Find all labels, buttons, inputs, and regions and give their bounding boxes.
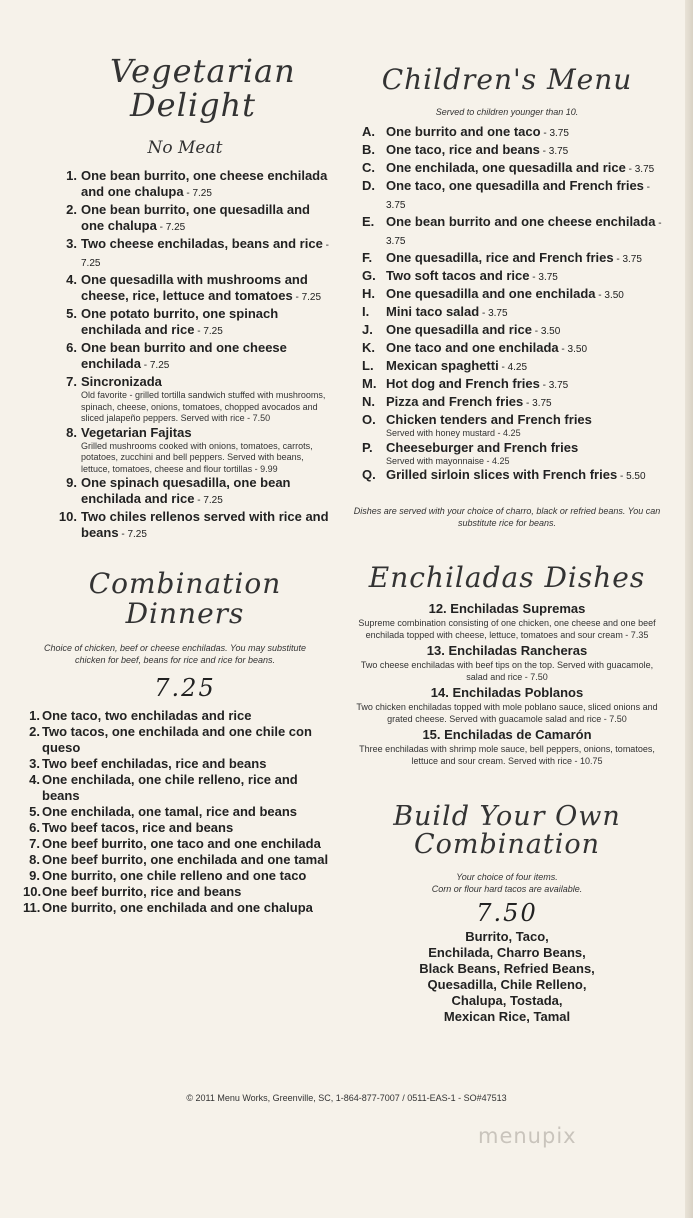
children-title: Children's Menu <box>381 63 633 96</box>
item-number: E. <box>362 214 375 230</box>
list-item <box>23 708 330 724</box>
item-price: 7.25 <box>203 495 223 507</box>
item-price: 7.25 <box>203 326 223 338</box>
item-price: 3.75 <box>386 200 406 212</box>
build-food-line: Chalupa, Tostada, <box>451 993 563 1009</box>
list-item <box>40 272 330 306</box>
price-separator: - <box>540 128 550 140</box>
item-price: 4.25 <box>507 362 528 374</box>
item-number: 8. <box>66 424 77 440</box>
item-name: Two chiles rellenos served with rice and beans <box>81 509 329 541</box>
price-separator: - <box>322 240 329 252</box>
enchilada-description: Two chicken enchiladas topped with mole poblano sauce, sliced onions and grated cheese. Served with guacamole salad and rice - 7.50 <box>356 701 658 724</box>
enchilada-name: 12. Enchiladas Supremas <box>428 600 586 616</box>
item-number: 9. <box>29 867 40 883</box>
page-edge <box>685 0 693 1218</box>
list-item <box>40 425 330 476</box>
enchilada-description: Supreme combination consisting of one chicken, one cheese and one beef enchilada topped with cheese, lettuce, tomatoes and sour cream - 7.35 <box>358 617 656 640</box>
enchilada-item <box>352 643 662 683</box>
item-number: 5. <box>29 803 40 819</box>
price-separator: - <box>118 529 128 541</box>
vegetarian-subtitle: No Meat <box>147 138 223 159</box>
item-number: D. <box>362 178 375 194</box>
item-name: One quesadilla and rice <box>386 322 532 338</box>
item-name: One spinach quesadilla, one bean enchilada and rice <box>81 475 291 507</box>
list-item <box>362 304 662 322</box>
item-description: Old favorite - grilled tortilla sandwich stuffed with mushrooms, spinach, cheese, onions, tomatoes, chopped avocados and sliced jalapeño peppers. Served with rice - 7.50 <box>81 390 326 424</box>
item-name: One bean burrito, one cheese enchilada and one chalupa <box>81 168 328 200</box>
list-item <box>40 509 330 543</box>
item-number: 1. <box>29 707 40 723</box>
item-number: 11. <box>23 899 41 915</box>
item-name: One bean burrito and one cheese enchilada <box>386 214 656 230</box>
combination-price: 7.25 <box>154 673 216 702</box>
item-number: 10. <box>23 883 42 899</box>
combination-note: Choice of chicken, beef or cheese enchiladas. You may substitute chicken for beef, beans for rice and rice for beans. <box>44 642 306 665</box>
list-item <box>40 202 330 236</box>
children-note: Served to children younger than 10. <box>435 107 579 118</box>
list-item <box>362 358 662 376</box>
enchilada-description: Three enchiladas with shrimp mole sauce, bell peppers, onions, tomatoes, lettuce and sour cream. Served with rice - 10.75 <box>359 743 655 766</box>
build-food-line: Burrito, Taco, <box>465 929 549 945</box>
vegetarian-title-line1: Vegetarian <box>110 52 296 90</box>
item-number: 4. <box>29 771 40 787</box>
item-name: Sincronizada <box>81 374 162 390</box>
item-number: 10. <box>58 509 77 525</box>
left-column <box>23 52 330 916</box>
item-name: Two soft tacos and rice <box>386 268 530 284</box>
item-number: H. <box>362 286 375 302</box>
enchiladas-list <box>352 601 662 767</box>
enchilada-item <box>352 601 662 641</box>
build-foods <box>352 929 662 1025</box>
item-description: Served with honey mustard - 4.25 <box>386 428 521 439</box>
item-name: Chicken tenders and French fries <box>386 412 592 428</box>
list-item <box>362 376 662 394</box>
list-item <box>40 168 330 202</box>
item-price: 7.25 <box>192 188 212 200</box>
item-price: 3.75 <box>548 380 569 392</box>
enchilada-description: Two cheese enchiladas with beef tips on the top. Served with guacamole, salad and rice - 7.50 <box>360 659 654 682</box>
item-number: 4. <box>66 272 77 288</box>
enchilada-name: 14. Enchiladas Poblanos <box>430 684 584 700</box>
watermark-logo: menupix <box>478 1124 577 1148</box>
item-description: Served with mayonnaise - 4.25 <box>386 455 510 466</box>
list-item <box>362 412 662 440</box>
item-number: G. <box>362 268 376 284</box>
enchilada-name: 13. Enchiladas Rancheras <box>426 642 588 658</box>
item-number: J. <box>362 322 373 338</box>
list-item <box>23 884 330 900</box>
item-number: 7. <box>66 374 77 390</box>
children-list <box>362 124 662 485</box>
item-price: 7.25 <box>149 360 170 372</box>
build-food-line: Black Beans, Refried Beans, <box>419 961 595 977</box>
list-item <box>40 374 330 425</box>
list-item <box>362 142 662 160</box>
price-separator: - <box>523 398 533 410</box>
list-item <box>23 724 330 756</box>
item-price: 3.75 <box>549 128 569 140</box>
build-food-line: Quesadilla, Chile Relleno, <box>427 977 587 993</box>
price-separator: - <box>539 380 549 392</box>
item-number: Q. <box>362 467 376 483</box>
item-name: One enchilada, one chile relleno, rice and beans <box>42 771 298 803</box>
item-number: 2. <box>66 202 77 218</box>
item-number: 9. <box>66 475 77 491</box>
item-name: One beef burrito, one taco and one enchilada <box>42 835 321 851</box>
item-price: 3.50 <box>540 326 561 338</box>
item-number: L. <box>362 358 374 374</box>
price-separator: - <box>194 326 204 338</box>
price-separator: - <box>595 290 605 302</box>
build-food-line: Mexican Rice, Tamal <box>443 1009 571 1025</box>
list-item <box>23 772 330 804</box>
price-separator: - <box>625 164 635 176</box>
item-description: Grilled mushrooms cooked with onions, tomatoes, carrots, potatoes, zucchini and bell peppers. Served with beans, lettuce, tomatoes, cheese and flour tortillas - 9.99 <box>81 440 313 474</box>
list-item <box>362 250 662 268</box>
item-name: One taco, two enchiladas and rice <box>42 707 252 723</box>
price-separator: - <box>140 360 150 372</box>
enchilada-item <box>352 685 662 725</box>
item-name: Hot dog and French fries <box>386 376 540 392</box>
item-number: 3. <box>66 236 77 252</box>
price-separator: - <box>531 326 541 338</box>
item-name: Cheeseburger and French fries <box>386 439 579 455</box>
item-price: 7.25 <box>81 258 101 270</box>
item-name: Grilled sirloin slices with French fries <box>386 467 618 483</box>
build-title-line1: Build Your Own <box>393 800 621 832</box>
item-name: One enchilada, one tamal, rice and beans <box>42 803 298 819</box>
price-separator: - <box>643 182 651 194</box>
list-item <box>362 286 662 304</box>
list-item <box>362 322 662 340</box>
item-price: 7.25 <box>165 222 186 234</box>
item-name: Two beef enchiladas, rice and beans <box>42 755 267 771</box>
item-number: 6. <box>66 340 77 356</box>
item-number: 1. <box>66 168 77 184</box>
item-name: Pizza and French fries <box>386 394 524 410</box>
item-name: One beef burrito, one enchilada and one tamal <box>42 851 329 867</box>
price-separator: - <box>617 471 627 483</box>
list-item <box>23 756 330 772</box>
item-price: 3.75 <box>488 308 508 320</box>
build-title-line2: Combination <box>413 829 601 861</box>
list-item <box>23 820 330 836</box>
price-separator: - <box>558 344 568 356</box>
list-item <box>23 900 330 916</box>
list-item <box>23 868 330 884</box>
price-separator: - <box>183 188 193 200</box>
vegetarian-title <box>50 52 330 124</box>
item-name: One burrito and one taco <box>386 124 541 140</box>
item-name: One quesadilla and one enchilada <box>386 286 596 302</box>
list-item <box>362 268 662 286</box>
price-separator: - <box>539 146 549 158</box>
build-price: 7.50 <box>476 899 538 928</box>
build-note-2: Corn or flour hard tacos are available. <box>431 884 583 895</box>
item-name: One quesadilla with mushrooms and cheese, rice, lettuce and tomatoes <box>81 272 308 304</box>
item-number: M. <box>362 376 377 392</box>
price-separator: - <box>156 222 166 234</box>
item-name: One quesadilla, rice and French fries <box>386 250 614 266</box>
item-number: I. <box>362 304 370 320</box>
list-item <box>40 475 330 509</box>
item-number: 8. <box>29 851 40 867</box>
combination-title-line1: Combination <box>88 567 282 601</box>
item-name: One bean burrito, one quesadilla and one chalupa <box>81 202 310 234</box>
list-item <box>362 178 662 214</box>
list-item <box>40 340 330 374</box>
item-name: Two tacos, one enchilada and one chile con queso <box>42 723 312 755</box>
item-number: 2. <box>29 723 40 739</box>
price-separator: - <box>498 362 508 374</box>
item-name: One potato burrito, one spinach enchilada and rice <box>81 306 279 338</box>
item-name: Mini taco salad <box>386 304 480 320</box>
price-separator: - <box>479 308 489 320</box>
children-footnote: Dishes are served with your choice of charro, black or refried beans. You can substitute rice for beans. <box>353 506 661 529</box>
list-item <box>362 340 662 358</box>
item-name: One enchilada, one quesadilla and rice <box>386 160 626 176</box>
item-price: 3.50 <box>567 344 588 356</box>
list-item <box>362 160 662 178</box>
build-title <box>352 800 662 861</box>
item-price: 3.75 <box>548 146 569 158</box>
list-item <box>362 394 662 412</box>
list-item <box>362 124 662 142</box>
list-item <box>23 836 330 852</box>
item-price: 3.75 <box>634 164 655 176</box>
item-number: 6. <box>29 819 40 835</box>
build-food-line: Enchilada, Charro Beans, <box>428 945 586 961</box>
list-item <box>362 440 662 468</box>
item-number: 3. <box>29 755 40 771</box>
vegetarian-list <box>40 168 330 543</box>
item-name: Mexican spaghetti <box>386 358 499 374</box>
item-name: Two cheese enchiladas, beans and rice <box>81 236 323 252</box>
build-note-1: Your choice of four items. <box>456 872 558 883</box>
item-name: One taco, one quesadilla and French fries <box>386 178 644 194</box>
item-price: 3.75 <box>538 272 558 284</box>
item-name: Two beef tacos, rice and beans <box>42 819 234 835</box>
combination-title-line2: Dinners <box>125 596 245 630</box>
item-number: A. <box>362 124 375 140</box>
item-price: 3.75 <box>622 254 642 266</box>
item-price: 3.50 <box>604 290 624 302</box>
combination-list <box>23 708 330 916</box>
combination-title <box>40 569 330 628</box>
item-number: 7. <box>29 835 40 851</box>
item-number: N. <box>362 394 375 410</box>
copyright-footer: © 2011 Menu Works, Greenville, SC, 1-864-877-7007 / 0511-EAS-1 - SO#47513 <box>186 1093 507 1103</box>
list-item <box>362 467 662 485</box>
item-name: One taco, rice and beans <box>386 142 540 158</box>
vegetarian-title-line2: Delight <box>130 85 257 124</box>
enchilada-name: 15. Enchiladas de Camarón <box>422 726 592 742</box>
price-separator: - <box>292 292 302 304</box>
item-price: 3.75 <box>532 398 552 410</box>
item-name: One bean burrito and one cheese enchilada <box>81 340 287 372</box>
price-separator: - <box>655 218 662 230</box>
item-name: Vegetarian Fajitas <box>81 424 192 440</box>
item-price: 7.25 <box>301 292 322 304</box>
item-name: One taco and one enchilada <box>386 340 559 356</box>
item-name: One burrito, one enchilada and one chalupa <box>42 899 313 915</box>
item-number: C. <box>362 160 375 176</box>
item-number: B. <box>362 142 375 158</box>
item-number: P. <box>362 439 373 455</box>
item-price: 3.75 <box>386 236 406 248</box>
item-number: K. <box>362 340 375 356</box>
list-item <box>40 236 330 272</box>
list-item <box>362 214 662 250</box>
price-separator: - <box>613 254 623 266</box>
list-item <box>40 306 330 340</box>
item-name: One beef burrito, rice and beans <box>42 883 242 899</box>
right-column <box>352 65 662 1025</box>
enchiladas-title: Enchiladas Dishes <box>368 561 646 595</box>
list-item <box>23 804 330 820</box>
item-number: 5. <box>66 306 77 322</box>
item-price: 5.50 <box>626 471 646 483</box>
item-name: One burrito, one chile relleno and one taco <box>42 867 307 883</box>
item-price: 7.25 <box>127 529 147 541</box>
enchilada-item <box>352 727 662 767</box>
list-item <box>23 852 330 868</box>
item-number: O. <box>362 412 376 428</box>
price-separator: - <box>529 272 539 284</box>
price-separator: - <box>194 495 204 507</box>
item-number: F. <box>362 250 373 266</box>
